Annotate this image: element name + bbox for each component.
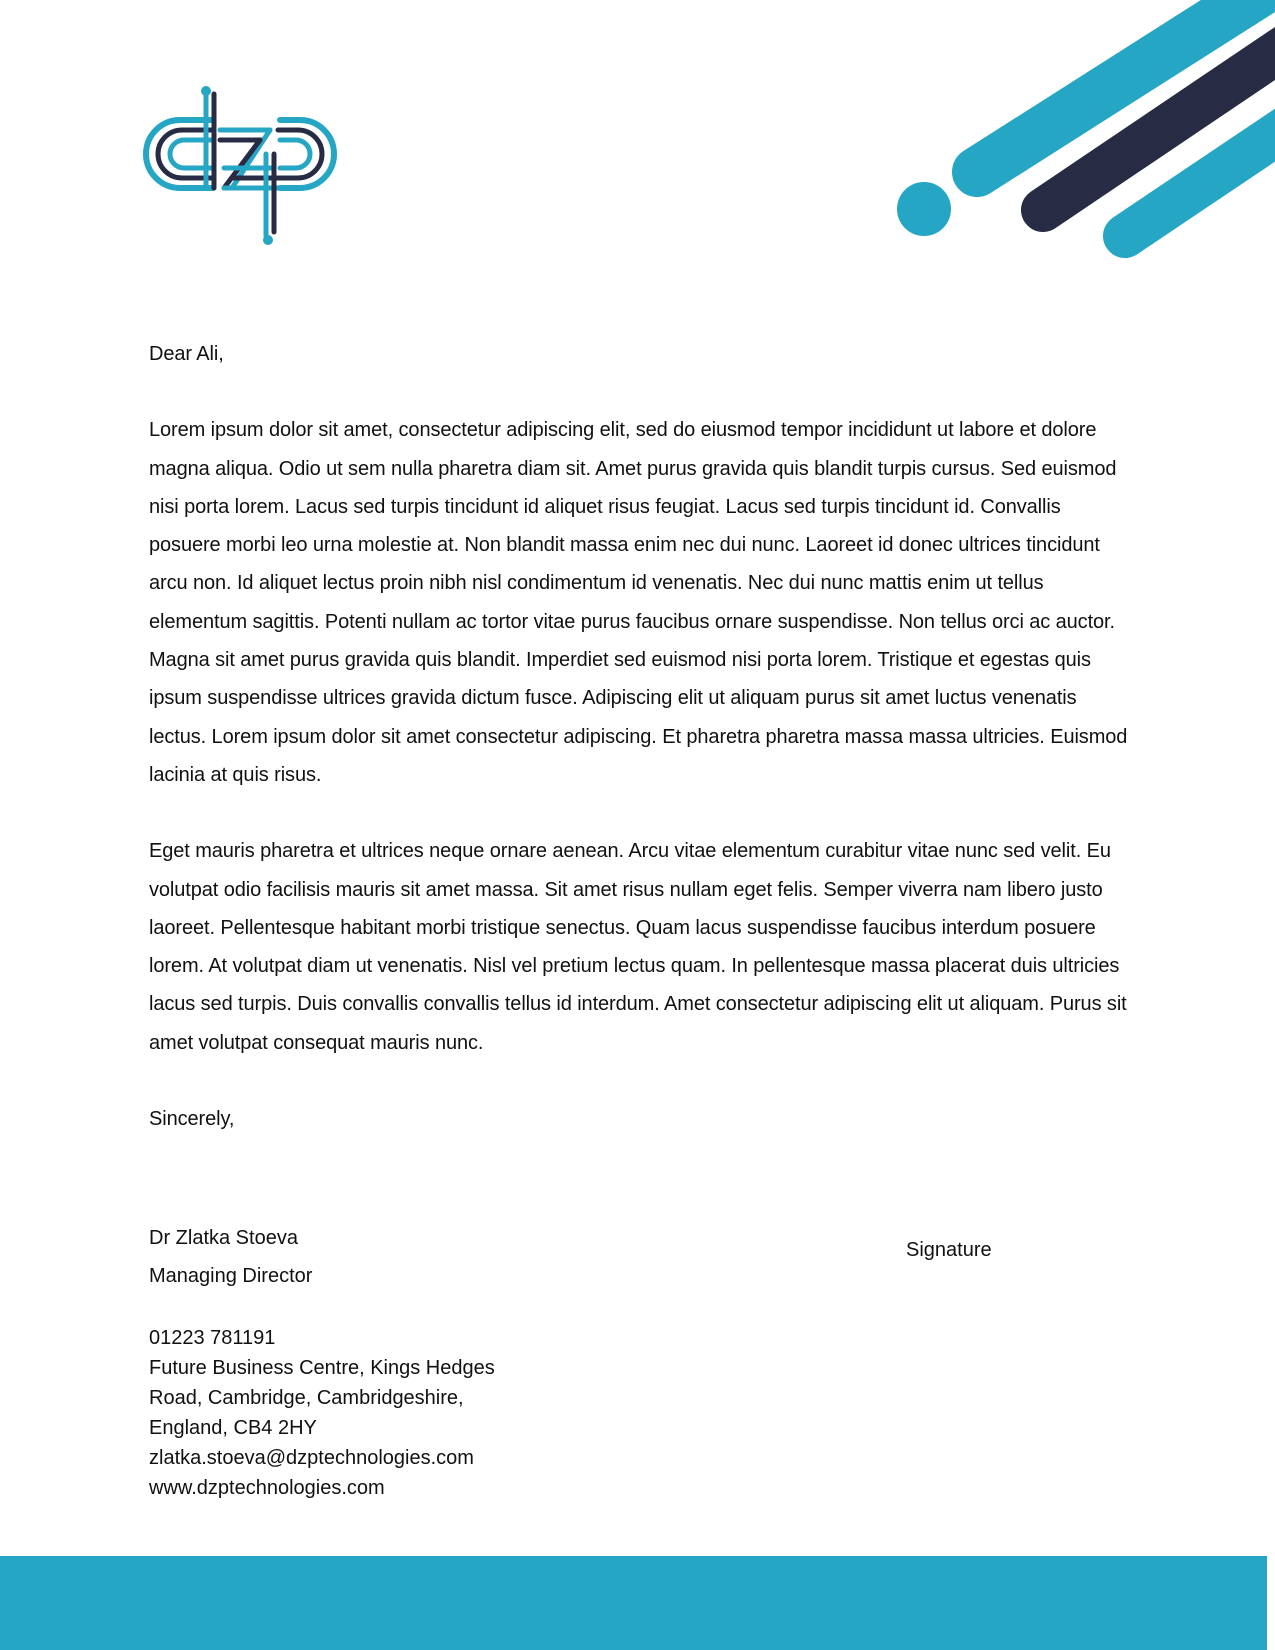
letter-body	[149, 335, 1134, 1176]
decorative-stripes	[875, 0, 1275, 270]
signature-label: Signature	[906, 1239, 992, 1261]
contact-block	[149, 1323, 495, 1503]
contact-website: www.dzptechnologies.com	[149, 1477, 385, 1499]
closing: Sincerely,	[149, 1108, 235, 1131]
contact-email: zlatka.stoeva@dzptechnologies.com	[149, 1447, 474, 1469]
contact-address-line-2: Road, Cambridge, Cambridgeshire,	[149, 1387, 464, 1409]
signer-block	[149, 1219, 312, 1296]
body-paragraph-2: Eget mauris pharetra et ultrices neque ornare aenean. Arcu vitae elementum curabitur vitae nunc sed velit. Eu volutpat odio facilisis mauris sit amet massa. Sit amet risus nullam eget felis. Semper viverra nam libero justo laoreet. Pellentesque habitant morbi tristique senectus. Quam lacus suspendisse faucibus interdum posuere lorem. At volutpat diam ut venenatis. Nisl vel pretium lectus quam. In pellentesque massa placerat duis ultricies lacus sed turpis. Duis convallis convallis tellus id interdum. Amet consectetur adipiscing elit ut aliquam. Purus sit amet volutpat consequat mauris nunc.	[149, 840, 1127, 1054]
contact-phone: 01223 781191	[149, 1327, 276, 1349]
contact-address-line-3: England, CB4 2HY	[149, 1417, 317, 1439]
signer-title: Managing Director	[149, 1265, 313, 1288]
footer-bar	[0, 1556, 1267, 1650]
dzp-logo	[140, 84, 350, 260]
contact-address-line-1: Future Business Centre, Kings Hedges	[149, 1357, 495, 1379]
signer-name: Dr Zlatka Stoeva	[149, 1227, 298, 1249]
salutation: Dear Ali,	[149, 343, 224, 365]
body-paragraph-1: Lorem ipsum dolor sit amet, consectetur adipiscing elit, sed do eiusmod tempor incididunt ut labore et dolore magna aliqua. Odio ut sem nulla pharetra diam sit. Amet purus gravida quis blandit turpis cursus. Sed euismod nisi porta lorem. Lacus sed turpis tincidunt id aliquet risus feugiat. Lacus sed turpis tincidunt id. Convallis posuere morbi leo urna molestie at. Non blandit massa enim nec dui nunc. Laoreet id donec ultrices tincidunt arcu non. Id aliquet lectus proin nibh nisl condimentum id venenatis. Nec dui nunc mattis enim ut tellus elementum sagittis. Potenti nullam ac tortor vitae purus faucibus ornare suspendisse. Non tellus orci ac auctor. Magna sit amet purus gravida quis blandit. Imperdiet sed euismod nisi porta lorem. Tristique et egestas quis ipsum suspendisse ultrices gravida dictum fusce. Adipiscing elit ut aliquam purus sit amet luctus venenatis lectus. Lorem ipsum dolor sit amet consectetur adipiscing. Et pharetra pharetra massa massa ultricies. Euismod lacinia at quis risus.	[149, 419, 1128, 786]
